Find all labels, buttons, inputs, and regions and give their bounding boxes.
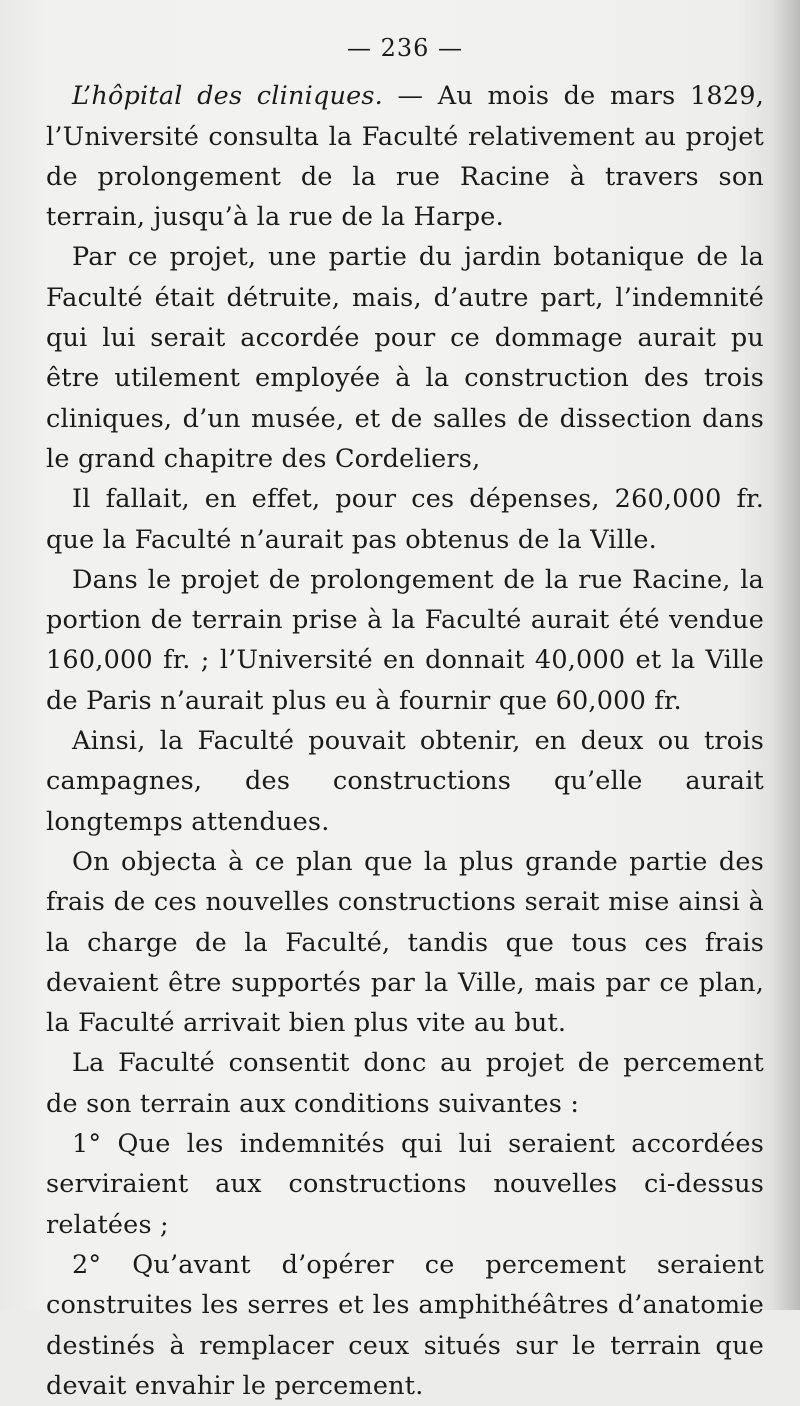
paragraph-8: 1° Que les indemnités qui lui seraient accordées serviraient aux constructions nouvelles ci-dessus relatées ; [46,1129,764,1240]
paragraph-4: Dans le projet de prolongement de la rue Racine, la portion de terrain prise à la Faculté aurait été vendue 160,000 fr. ; l’Université en donnait 40,000 et la Ville de Paris n’aurait plus eu à fournir que 60,000 fr. [46,564,764,716]
page-number: — 236 — [346,34,464,62]
paragraph-7: La Faculté consentit donc au projet de percement de son terrain aux conditions suivantes : [46,1048,764,1119]
paragraph-6: On objecta à ce plan que la plus grande partie des frais de ces nouvelles constructions serait mise ainsi à la charge de la Faculté, tandis que tous ces frais devaient être supportés par la Ville, mais par ce plan, la Faculté arrivait bien plus vite au but. [46,846,764,1039]
paragraph-1-text: — Au mois de mars 1829, l’Université consulta la Faculté relativement au projet de prolongement de la rue Racine à travers son terrain, jusqu’à la rue de la Harpe. [46,81,764,233]
section-heading: L’hôpital des cliniques. [72,81,383,112]
paragraph-3: Il fallait, en effet, pour ces dépenses, 260,000 fr. que la Faculté n’aurait pas obtenus de la Ville. [46,484,764,555]
paragraph-5: Ainsi, la Faculté pouvait obtenir, en deux ou trois campagnes, des constructions qu’elle aurait longtemps attendues. [46,726,764,837]
paragraph-2: Par ce projet, une partie du jardin botanique de la Faculté était détruite, mais, d’autre part, l’indemnité qui lui serait accordée pour ce dommage aurait pu être utilement employée à la construction des trois cliniques, d’un musée, et de salles de dissection dans le grand chapitre des Cordeliers, [46,242,764,474]
page-body [46,28,764,1406]
page-edge-shadow [772,0,800,1310]
paragraph-9: 2° Qu’avant d’opérer ce percement seraient construites les serres et les amphithéâtres d’anatomie destinés à remplacer ceux situés sur le terrain que devait envahir le percement. [46,1249,764,1401]
paragraph-1 [46,76,764,237]
